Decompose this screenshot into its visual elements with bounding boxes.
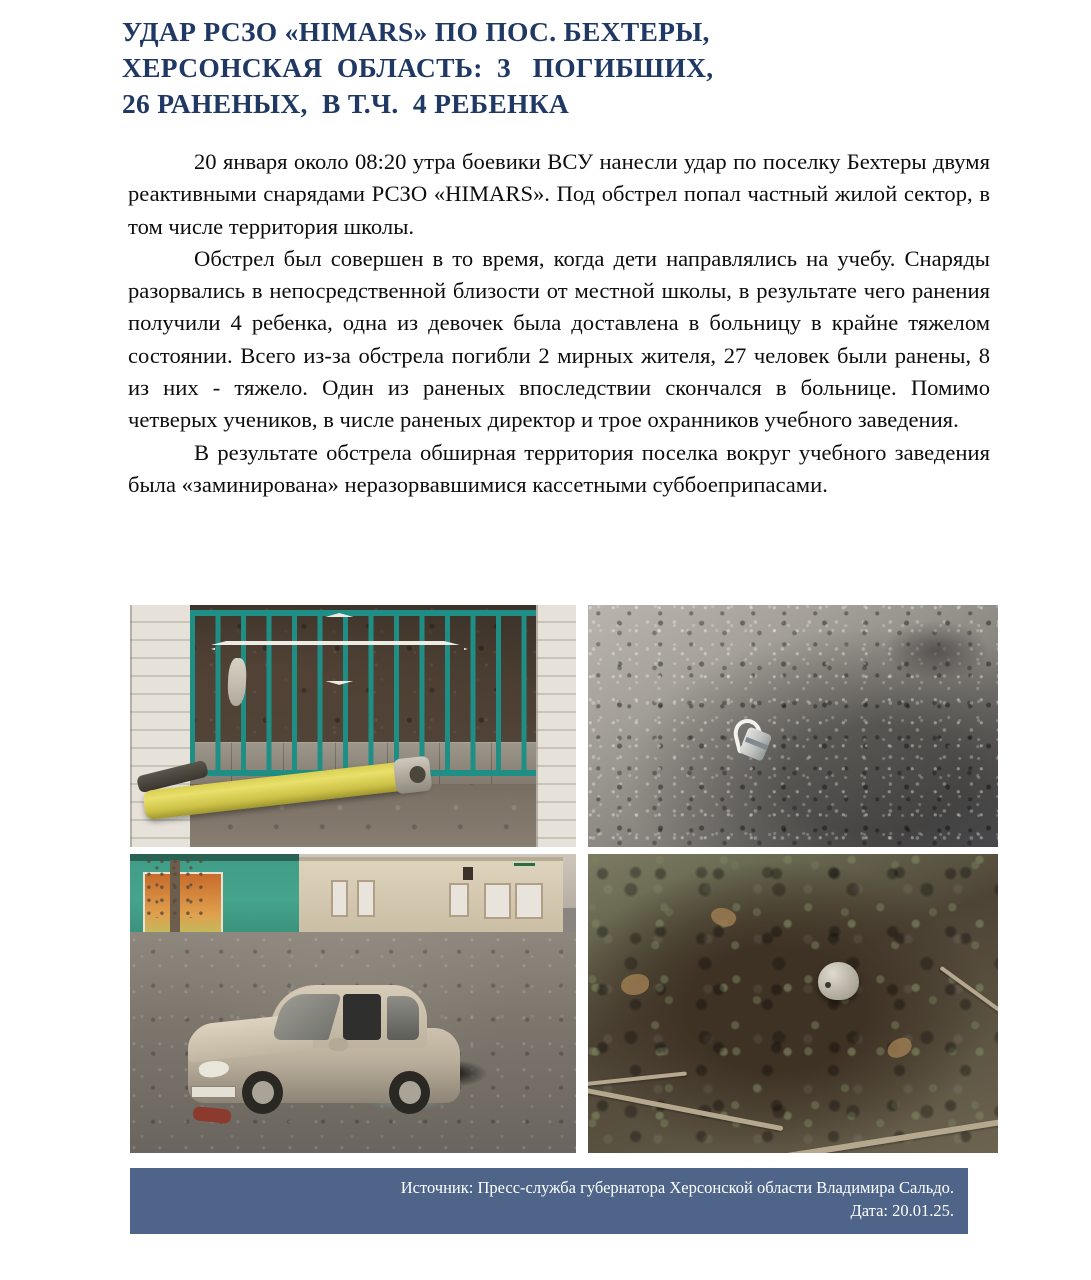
- dark-asphalt-patch: [883, 620, 990, 683]
- rear-wheel: [389, 1071, 430, 1114]
- article-body: [128, 146, 990, 501]
- caption-date: Дата: 20.01.25.: [850, 1201, 954, 1220]
- photo-grid: [130, 605, 998, 1153]
- photo-submunition-soil: [588, 854, 998, 1153]
- title-line-3: 26 РАНЕНЫХ, В Т.Ч. 4 РЕБЕНКА: [122, 88, 570, 119]
- side-mirror: [329, 1038, 348, 1051]
- unexploded-submunition: [734, 719, 777, 758]
- window: [484, 883, 512, 918]
- caption-source: Источник: Пресс-служба губернатора Херсонской области Владимира Сальдо.: [400, 1178, 954, 1197]
- front-wheel: [242, 1071, 283, 1114]
- rocket-end-cap: [393, 756, 433, 795]
- source-caption-bar: [130, 1168, 968, 1234]
- window: [331, 880, 348, 917]
- shop-sign: [513, 862, 536, 867]
- paragraph-3: В результате обстрела обширная территория поселка вокруг учебного заведения была «заминирована» неразорвавшимися кассетными суббоеприпасами.: [128, 439, 990, 497]
- title-line-2: ХЕРСОНСКАЯ ОБЛАСТЬ: 3 ПОГИБШИХ,: [122, 52, 714, 83]
- broken-side-window: [343, 994, 381, 1040]
- license-plate: [191, 1086, 237, 1098]
- paragraph-2: Обстрел был совершен в то время, когда дети направлялись на учебу. Снаряды разорвались в непосредственной близости от местной школы, в результате чего ранения получили 4 ребенка, одна из девочек была доставлена в больницу в крайне тяжелом состоянии. Всего из-за обстрела погибли 2 мирных жителя, 27 человек были ранены, 8 из них - тяжело. Один из раненых впоследствии скончался в больнице. Помимо четверых учеников, в числе раненых директор и трое охранников учебного заведения.: [128, 245, 990, 433]
- photo-submunition-gravel: [588, 605, 998, 847]
- page-title: [122, 14, 1002, 122]
- unexploded-submunition: [818, 962, 859, 1001]
- photo-damaged-car: [130, 854, 576, 1153]
- shop-door: [463, 867, 474, 880]
- window: [357, 880, 374, 917]
- title-line-1: УДАР РСЗО «HIMARS» ПО ПОС. БЕХТЕРЫ,: [122, 16, 710, 47]
- fence-rail-top: [190, 610, 536, 616]
- paragraph-1: 20 января около 08:20 утра боевики ВСУ нанесли удар по поселку Бехтеры двумя реактивными снарядами РСЗО «HIMARS». Под обстрел попал частный жилой сектор, в том числе территория школы.: [128, 149, 990, 239]
- rear-window: [387, 996, 420, 1039]
- window: [449, 883, 469, 917]
- shop-building: [299, 857, 562, 936]
- damaged-sedan: [188, 971, 460, 1115]
- brick-pillar-right: [536, 605, 576, 847]
- window: [515, 883, 543, 918]
- photo-rocket-motor: [130, 605, 576, 847]
- soil-clods: [588, 854, 998, 1153]
